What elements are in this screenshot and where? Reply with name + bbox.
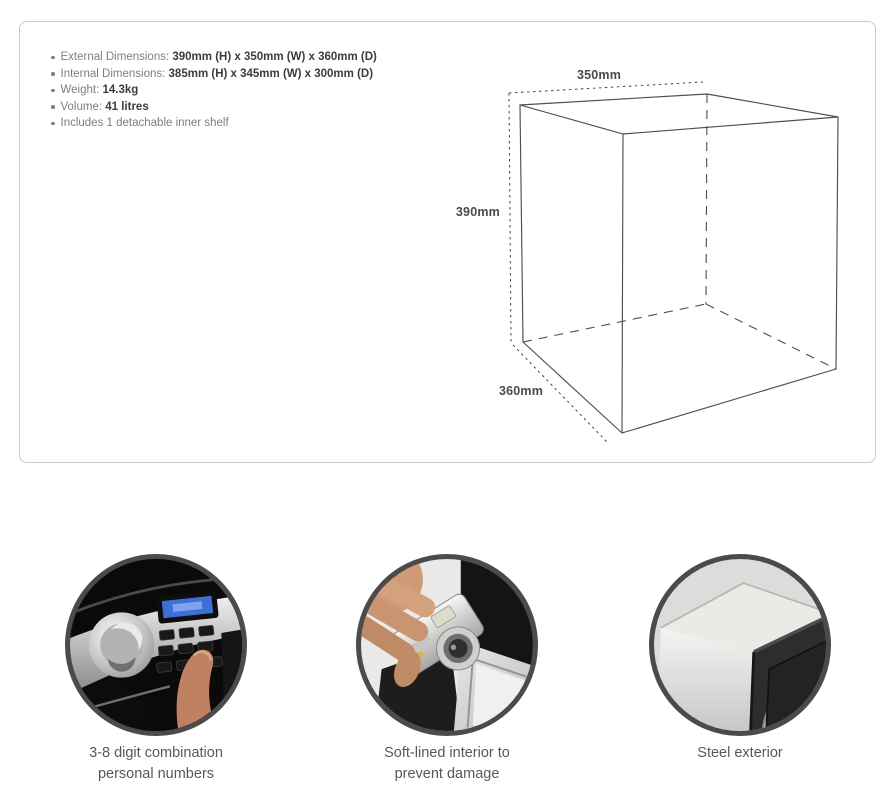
caption-line: Soft-lined interior to bbox=[384, 745, 510, 761]
caption-soft-lined bbox=[327, 743, 567, 784]
spec-value: 14.3kg bbox=[102, 84, 139, 97]
dimensions-diagram bbox=[20, 22, 877, 464]
steel-exterior-photo bbox=[649, 554, 831, 736]
caption-line: personal numbers bbox=[97, 765, 215, 782]
caption-steel-exterior bbox=[620, 743, 860, 764]
spec-label: Internal Dimensions: bbox=[60, 67, 169, 80]
height-dimension-label: 390mm bbox=[455, 205, 500, 219]
soft-lined-interior-illustration bbox=[361, 559, 533, 731]
caption-keypad bbox=[36, 743, 276, 784]
spec-label: External Dimensions: bbox=[60, 51, 173, 63]
spec-label: Weight: bbox=[60, 84, 103, 97]
spec-label: Volume: bbox=[60, 100, 106, 113]
cube-solid-edges bbox=[520, 94, 838, 433]
spec-value: 385mm (H) x 345mm (W) x 300mm (D) bbox=[168, 67, 374, 80]
spec-value: 390mm (H) x 350mm (W) x 360mm (D) bbox=[172, 51, 377, 63]
spec-value: 41 litres bbox=[105, 100, 149, 113]
caption-line: 3-8 digit combination bbox=[89, 745, 223, 761]
spec-box bbox=[19, 21, 876, 463]
steel-exterior-illustration bbox=[654, 559, 826, 731]
spec-label: Includes 1 detachable inner shelf bbox=[60, 117, 229, 130]
caption-line: prevent damage bbox=[394, 765, 500, 782]
cube-hidden-edges bbox=[523, 94, 836, 369]
keypad-photo bbox=[65, 554, 247, 736]
keypad-photo-illustration bbox=[70, 559, 242, 731]
soft-lined-interior-photo bbox=[356, 554, 538, 736]
width-dimension-label: 350mm bbox=[576, 68, 622, 82]
depth-dimension-label: 360mm bbox=[498, 384, 544, 398]
caption-line: Steel exterior bbox=[697, 745, 783, 761]
